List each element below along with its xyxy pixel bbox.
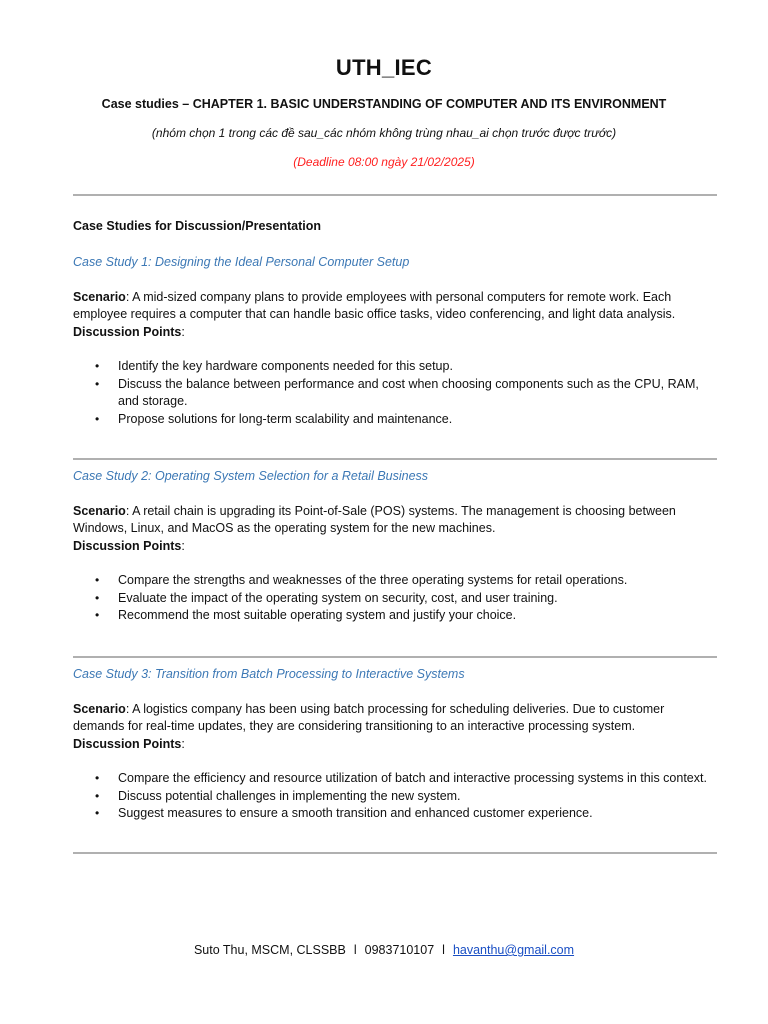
bullet-icon: • — [95, 608, 100, 622]
bullet-icon: • — [95, 771, 100, 785]
page-footer — [0, 943, 768, 957]
list-item — [73, 376, 718, 411]
bullet-icon: • — [95, 590, 100, 605]
discussion-points-label: Discussion Points — [73, 538, 182, 553]
case-title: Case Study 3: Transition from Batch Processing to Interactive Systems — [73, 667, 465, 681]
point-text: Identify the key hardware components needed for this setup. — [118, 359, 453, 373]
case-study-2 — [73, 468, 718, 625]
list-item — [73, 358, 718, 376]
divider — [73, 458, 717, 460]
list-item — [73, 607, 718, 625]
discussion-points-heading: Discussion Points: — [73, 538, 185, 553]
scenario-paragraph — [73, 503, 718, 538]
bullet-icon: • — [95, 411, 100, 426]
author-name: Suto Thu, MSCM, CLSSBB — [193, 943, 346, 957]
case-study-3 — [73, 666, 718, 823]
list-item — [73, 411, 718, 429]
point-text: Recommend the most suitable operating system and justify your choice. — [118, 608, 517, 622]
email-link[interactable]: havanthu@gmail.com — [452, 943, 575, 957]
bullet-icon: • — [95, 376, 100, 391]
document-subtitle: Case studies – CHAPTER 1. BASIC UNDERSTANDING OF COMPUTER AND ITS ENVIRONMENT — [101, 97, 667, 111]
case-study-1 — [73, 254, 718, 428]
bullet-icon: • — [95, 359, 100, 373]
point-text: Compare the strengths and weaknesses of the three operating systems for retail operations. — [118, 573, 628, 587]
footer-separator: l — [353, 943, 357, 957]
discussion-points-list — [73, 770, 718, 823]
scenario-label: Scenario — [73, 701, 126, 716]
discussion-points-label: Discussion Points — [73, 324, 182, 339]
bullet-icon: • — [95, 788, 100, 803]
discussion-points-list — [73, 358, 718, 428]
scenario-label: Scenario — [73, 289, 126, 304]
case-title: Case Study 1: Designing the Ideal Personal Computer Setup — [73, 255, 410, 269]
point-text: Evaluate the impact of the operating system on security, cost, and user training. — [118, 590, 558, 605]
point-text: Discuss potential challenges in implementing the new system. — [118, 788, 461, 803]
point-text: Discuss the balance between performance and cost when choosing components such as the CPU, RAM, and storage. — [118, 376, 699, 408]
divider — [73, 194, 717, 196]
list-item — [73, 788, 718, 806]
case-title: Case Study 2: Operating System Selection for a Retail Business — [73, 469, 429, 483]
group-selection-note: (nhóm chọn 1 trong các đề sau_các nhóm không trùng nhau_ai chọn trước được trước) — [151, 126, 617, 140]
discussion-points-heading: Discussion Points: — [73, 736, 185, 751]
point-text: Suggest measures to ensure a smooth transition and enhanced customer experience. — [118, 806, 593, 820]
scenario-label: Scenario — [73, 503, 126, 518]
scenario-paragraph — [73, 289, 718, 324]
scenario-text: : A mid-sized company plans to provide employees with personal computers for remote work. Each employee requires a computer that can handle basic office tasks, video conferencing, and light data analysis. — [73, 289, 676, 321]
discussion-points-label: Discussion Points — [73, 736, 182, 751]
deadline-note: (Deadline 08:00 ngày 21/02/2025) — [293, 155, 475, 169]
list-item — [73, 770, 718, 788]
discussion-points-list — [73, 572, 718, 625]
scenario-text: : A retail chain is upgrading its Point-of-Sale (POS) systems. The management is choosing between Windows, Linux, and MacOS as the operating system for the new machines. — [73, 503, 676, 535]
list-item — [73, 590, 718, 608]
discussion-points-heading: Discussion Points: — [73, 324, 185, 339]
scenario-paragraph — [73, 701, 718, 736]
list-item — [73, 572, 718, 590]
bullet-icon: • — [95, 806, 100, 820]
list-item — [73, 805, 718, 823]
divider — [73, 656, 717, 658]
bullet-icon: • — [95, 573, 100, 587]
section-heading: Case Studies for Discussion/Presentation — [73, 219, 321, 233]
footer-separator: l — [442, 943, 445, 957]
point-text: Propose solutions for long-term scalability and maintenance. — [118, 411, 453, 426]
phone-number: 0983710107 — [364, 943, 435, 957]
point-text: Compare the efficiency and resource utilization of batch and interactive processing systems in this context. — [118, 771, 707, 785]
divider — [73, 852, 717, 854]
scenario-text: : A logistics company has been using batch processing for scheduling deliveries. Due to customer demands for real-time updates, they are considering transitioning to an interactive processing system. — [73, 701, 665, 733]
document-title: UTH_IEC — [335, 55, 433, 80]
